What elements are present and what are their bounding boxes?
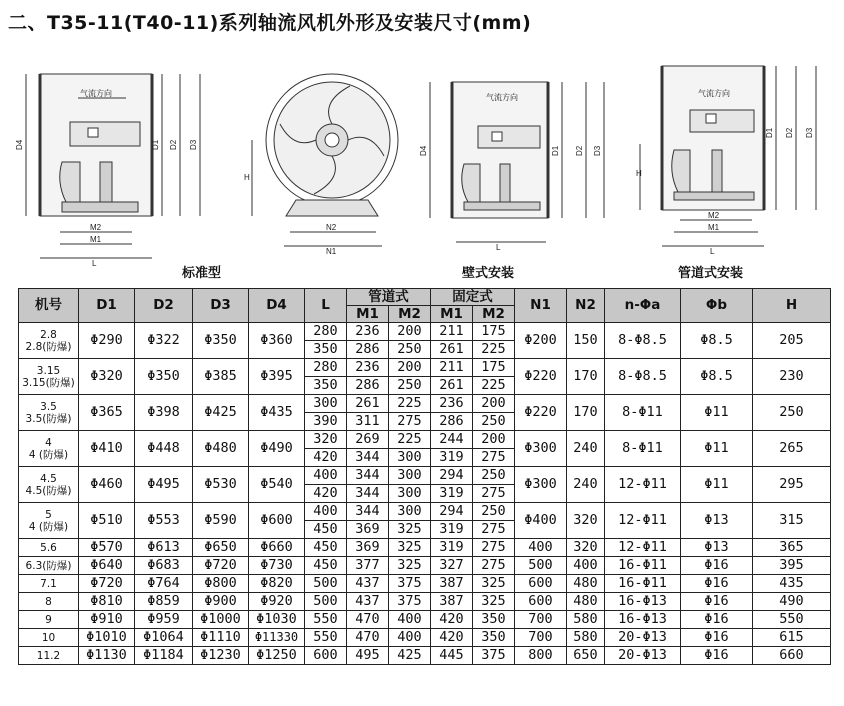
- cell-D3: Φ480: [193, 431, 249, 467]
- cell-pipe-M2: 400: [389, 611, 431, 629]
- cell-fixed-M1: 211: [431, 323, 473, 341]
- cell-L: 280: [305, 359, 347, 377]
- cell-pipe-M1: 437: [347, 593, 389, 611]
- cell-fixed-M1: 211: [431, 359, 473, 377]
- dim-L-duct: L: [710, 247, 715, 256]
- cell-D4: Φ920: [249, 593, 305, 611]
- cell-pipe-M1: 236: [347, 359, 389, 377]
- cell-fixed-M2: 275: [473, 539, 515, 557]
- header-fixed-M1: M1: [431, 306, 473, 323]
- cell-N2: 170: [567, 395, 605, 431]
- cell-D4: Φ1030: [249, 611, 305, 629]
- header-D3: D3: [193, 289, 249, 323]
- cell-na: 8-Φ11: [605, 395, 681, 431]
- cell-D3: Φ1110: [193, 629, 249, 647]
- cell-pipe-M2: 400: [389, 629, 431, 647]
- dim-D4: D4: [15, 139, 24, 150]
- table-row: [19, 395, 831, 413]
- cell-D2: Φ859: [135, 593, 193, 611]
- cell-L: 550: [305, 611, 347, 629]
- dim-D3-duct: D3: [805, 127, 814, 138]
- model-cell: 10: [19, 629, 79, 647]
- cell-pipe-M2: 275: [389, 413, 431, 431]
- dim-N1: N1: [326, 247, 337, 256]
- cell-pipe-M1: 286: [347, 341, 389, 359]
- dim-D3-wall: D3: [593, 145, 602, 156]
- cell-N1: 600: [515, 575, 567, 593]
- cell-N2: 650: [567, 647, 605, 665]
- cell-pipe-M2: 375: [389, 593, 431, 611]
- cell-L: 450: [305, 557, 347, 575]
- cell-pipe-M1: 377: [347, 557, 389, 575]
- header-D4: D4: [249, 289, 305, 323]
- cell-N2: 240: [567, 431, 605, 467]
- cell-D3: Φ1000: [193, 611, 249, 629]
- duct-mount-drawing: [636, 66, 816, 256]
- header-L: L: [305, 289, 347, 323]
- cell-na: 8-Φ11: [605, 431, 681, 467]
- cell-fixed-M2: 250: [473, 503, 515, 521]
- cell-na: 12-Φ11: [605, 467, 681, 503]
- cell-L: 400: [305, 503, 347, 521]
- cell-D3: Φ350: [193, 323, 249, 359]
- cell-pipe-M1: 311: [347, 413, 389, 431]
- cell-D4: Φ360: [249, 323, 305, 359]
- dim-D3: D3: [189, 139, 198, 150]
- cell-pipe-M2: 375: [389, 575, 431, 593]
- cell-L: 280: [305, 323, 347, 341]
- cell-pipe-M1: 495: [347, 647, 389, 665]
- model-cell: 11.2: [19, 647, 79, 665]
- cell-H: 250: [753, 395, 831, 431]
- dimension-table: [18, 288, 831, 665]
- cell-b: Φ13: [681, 539, 753, 557]
- cell-pipe-M2: 325: [389, 521, 431, 539]
- caption-standard: 标准型: [182, 266, 222, 281]
- cell-fixed-M1: 387: [431, 593, 473, 611]
- dim-D2-duct: D2: [785, 127, 794, 138]
- cell-fixed-M1: 319: [431, 539, 473, 557]
- cell-na: 16-Φ13: [605, 611, 681, 629]
- cell-b: Φ11: [681, 395, 753, 431]
- cell-pipe-M1: 344: [347, 485, 389, 503]
- cell-na: 20-Φ13: [605, 647, 681, 665]
- cell-fixed-M1: 319: [431, 449, 473, 467]
- cell-N1: Φ220: [515, 395, 567, 431]
- dim-M1-duct: M1: [708, 223, 720, 232]
- model-cell: 5 4 (防爆): [19, 503, 79, 539]
- cell-H: 205: [753, 323, 831, 359]
- front-view-drawing: [244, 74, 398, 256]
- dim-D2: D2: [169, 139, 178, 150]
- cell-b: Φ16: [681, 575, 753, 593]
- cell-b: Φ16: [681, 611, 753, 629]
- cell-D4: Φ730: [249, 557, 305, 575]
- cell-fixed-M1: 236: [431, 395, 473, 413]
- cell-D1: Φ570: [79, 539, 135, 557]
- cell-D4: Φ600: [249, 503, 305, 539]
- cell-pipe-M2: 425: [389, 647, 431, 665]
- header-D1: D1: [79, 289, 135, 323]
- cell-N1: 600: [515, 593, 567, 611]
- model-cell: 2.8 2.8(防爆): [19, 323, 79, 359]
- cell-N2: 480: [567, 575, 605, 593]
- table-row: [19, 629, 831, 647]
- cell-fixed-M1: 420: [431, 629, 473, 647]
- cell-N1: Φ300: [515, 431, 567, 467]
- table-body: [19, 323, 831, 665]
- cell-pipe-M2: 300: [389, 449, 431, 467]
- cell-N1: 500: [515, 557, 567, 575]
- dim-H-duct: H: [636, 169, 642, 178]
- cell-H: 315: [753, 503, 831, 539]
- cell-pipe-M1: 369: [347, 521, 389, 539]
- cell-L: 350: [305, 341, 347, 359]
- cell-fixed-M2: 325: [473, 575, 515, 593]
- cell-pipe-M2: 250: [389, 341, 431, 359]
- cell-L: 350: [305, 377, 347, 395]
- cell-L: 450: [305, 539, 347, 557]
- header-fixed: 固定式: [431, 289, 515, 306]
- dim-L: L: [92, 259, 97, 268]
- cell-pipe-M1: 344: [347, 449, 389, 467]
- cell-na: 16-Φ11: [605, 575, 681, 593]
- cell-D2: Φ1064: [135, 629, 193, 647]
- cell-D3: Φ1230: [193, 647, 249, 665]
- cell-pipe-M1: 344: [347, 503, 389, 521]
- cell-H: 265: [753, 431, 831, 467]
- cell-fixed-M2: 175: [473, 359, 515, 377]
- cell-fixed-M1: 244: [431, 431, 473, 449]
- header-N1: N1: [515, 289, 567, 323]
- table-row: [19, 611, 831, 629]
- dim-H: H: [244, 173, 250, 182]
- cell-fixed-M2: 275: [473, 449, 515, 467]
- airflow-label-2: 气流方向: [486, 93, 518, 102]
- cell-fixed-M2: 275: [473, 485, 515, 503]
- cell-fixed-M1: 420: [431, 611, 473, 629]
- airflow-label-1: 气流方向: [80, 89, 112, 98]
- cell-na: 12-Φ11: [605, 539, 681, 557]
- cell-fixed-M2: 350: [473, 629, 515, 647]
- cell-H: 615: [753, 629, 831, 647]
- cell-b: Φ16: [681, 593, 753, 611]
- cell-D4: Φ490: [249, 431, 305, 467]
- cell-fixed-M2: 275: [473, 521, 515, 539]
- cell-pipe-M2: 200: [389, 359, 431, 377]
- dim-D1: D1: [151, 139, 160, 150]
- cell-D4: Φ11330: [249, 629, 305, 647]
- cell-na: 12-Φ11: [605, 503, 681, 539]
- table-row: [19, 467, 831, 485]
- cell-N2: 170: [567, 359, 605, 395]
- cell-H: 490: [753, 593, 831, 611]
- header-pipe-M2: M2: [389, 306, 431, 323]
- cell-pipe-M2: 225: [389, 431, 431, 449]
- cell-N2: 400: [567, 557, 605, 575]
- dim-M1: M1: [90, 235, 102, 244]
- dim-M2: M2: [90, 223, 102, 232]
- cell-fixed-M2: 250: [473, 467, 515, 485]
- cell-H: 365: [753, 539, 831, 557]
- cell-D3: Φ900: [193, 593, 249, 611]
- model-cell: 3.5 3.5(防爆): [19, 395, 79, 431]
- cell-N2: 240: [567, 467, 605, 503]
- dim-D1-duct: D1: [765, 127, 774, 138]
- cell-pipe-M1: 470: [347, 611, 389, 629]
- cell-N1: 700: [515, 611, 567, 629]
- cell-b: Φ16: [681, 557, 753, 575]
- cell-D2: Φ613: [135, 539, 193, 557]
- header-H: H: [753, 289, 831, 323]
- cell-D1: Φ910: [79, 611, 135, 629]
- header-pipe: 管道式: [347, 289, 431, 306]
- cell-b: Φ11: [681, 467, 753, 503]
- cell-pipe-M2: 325: [389, 557, 431, 575]
- cell-b: Φ8.5: [681, 359, 753, 395]
- cell-na: 8-Φ8.5: [605, 323, 681, 359]
- cell-L: 420: [305, 485, 347, 503]
- cell-N1: Φ400: [515, 503, 567, 539]
- cell-N2: 580: [567, 611, 605, 629]
- cell-pipe-M1: 261: [347, 395, 389, 413]
- table-row: [19, 359, 831, 377]
- cell-L: 420: [305, 449, 347, 467]
- cell-D2: Φ398: [135, 395, 193, 431]
- header-fixed-M2: M2: [473, 306, 515, 323]
- cell-pipe-M1: 344: [347, 467, 389, 485]
- cell-D4: Φ820: [249, 575, 305, 593]
- cell-H: 435: [753, 575, 831, 593]
- cell-fixed-M2: 250: [473, 413, 515, 431]
- cell-na: 16-Φ11: [605, 557, 681, 575]
- table-row: [19, 323, 831, 341]
- cell-N2: 320: [567, 503, 605, 539]
- cell-L: 320: [305, 431, 347, 449]
- cell-D1: Φ290: [79, 323, 135, 359]
- cell-D2: Φ322: [135, 323, 193, 359]
- cell-D3: Φ800: [193, 575, 249, 593]
- cell-D3: Φ425: [193, 395, 249, 431]
- header-b: Φb: [681, 289, 753, 323]
- model-cell: 3.15 3.15(防爆): [19, 359, 79, 395]
- cell-fixed-M2: 325: [473, 593, 515, 611]
- model-cell: 4.5 4.5(防爆): [19, 467, 79, 503]
- cell-na: 16-Φ13: [605, 593, 681, 611]
- cell-pipe-M2: 325: [389, 539, 431, 557]
- cell-H: 395: [753, 557, 831, 575]
- cell-L: 450: [305, 521, 347, 539]
- cell-D4: Φ1250: [249, 647, 305, 665]
- cell-H: 550: [753, 611, 831, 629]
- cell-D3: Φ530: [193, 467, 249, 503]
- table-row: [19, 431, 831, 449]
- cell-fixed-M1: 261: [431, 377, 473, 395]
- cell-fixed-M1: 387: [431, 575, 473, 593]
- cell-b: Φ16: [681, 647, 753, 665]
- table-row: [19, 575, 831, 593]
- header-na: n-Φa: [605, 289, 681, 323]
- dim-N2: N2: [326, 223, 337, 232]
- table-row: [19, 539, 831, 557]
- cell-D4: Φ540: [249, 467, 305, 503]
- wall-mount-drawing: [419, 82, 604, 252]
- cell-D1: Φ640: [79, 557, 135, 575]
- model-cell: 8: [19, 593, 79, 611]
- model-cell: 7.1: [19, 575, 79, 593]
- cell-fixed-M2: 350: [473, 611, 515, 629]
- standard-type-drawing: [15, 74, 200, 268]
- dim-D2-wall: D2: [575, 145, 584, 156]
- cell-fixed-M1: 261: [431, 341, 473, 359]
- cell-fixed-M2: 275: [473, 557, 515, 575]
- cell-D2: Φ553: [135, 503, 193, 539]
- cell-pipe-M2: 250: [389, 377, 431, 395]
- cell-L: 500: [305, 575, 347, 593]
- cell-pipe-M1: 437: [347, 575, 389, 593]
- header-pipe-M1: M1: [347, 306, 389, 323]
- cell-N2: 580: [567, 629, 605, 647]
- cell-D3: Φ650: [193, 539, 249, 557]
- cell-N1: Φ220: [515, 359, 567, 395]
- cell-D2: Φ448: [135, 431, 193, 467]
- cell-H: 660: [753, 647, 831, 665]
- cell-N1: 800: [515, 647, 567, 665]
- cell-D2: Φ764: [135, 575, 193, 593]
- cell-H: 230: [753, 359, 831, 395]
- header-N2: N2: [567, 289, 605, 323]
- table-row: [19, 593, 831, 611]
- cell-fixed-M2: 225: [473, 341, 515, 359]
- cell-fixed-M2: 375: [473, 647, 515, 665]
- cell-pipe-M1: 236: [347, 323, 389, 341]
- cell-N2: 320: [567, 539, 605, 557]
- cell-D2: Φ683: [135, 557, 193, 575]
- cell-pipe-M1: 470: [347, 629, 389, 647]
- table-row: [19, 647, 831, 665]
- cell-D3: Φ385: [193, 359, 249, 395]
- cell-N1: Φ200: [515, 323, 567, 359]
- cell-H: 295: [753, 467, 831, 503]
- cell-L: 550: [305, 629, 347, 647]
- installation-drawings: [0, 52, 844, 284]
- dim-D4-wall: D4: [419, 145, 428, 156]
- cell-fixed-M1: 319: [431, 485, 473, 503]
- cell-na: 20-Φ13: [605, 629, 681, 647]
- cell-D1: Φ810: [79, 593, 135, 611]
- cell-L: 600: [305, 647, 347, 665]
- cell-D2: Φ495: [135, 467, 193, 503]
- cell-N1: 400: [515, 539, 567, 557]
- cell-fixed-M1: 327: [431, 557, 473, 575]
- cell-fixed-M2: 200: [473, 431, 515, 449]
- dim-M2-duct: M2: [708, 211, 720, 220]
- model-cell: 5.6: [19, 539, 79, 557]
- cell-fixed-M2: 225: [473, 377, 515, 395]
- cell-D1: Φ510: [79, 503, 135, 539]
- cell-fixed-M1: 286: [431, 413, 473, 431]
- cell-fixed-M2: 200: [473, 395, 515, 413]
- cell-D4: Φ395: [249, 359, 305, 395]
- table-row: [19, 557, 831, 575]
- cell-D3: Φ720: [193, 557, 249, 575]
- cell-D2: Φ1184: [135, 647, 193, 665]
- cell-pipe-M2: 300: [389, 503, 431, 521]
- model-cell: 4 4 (防爆): [19, 431, 79, 467]
- dim-L-wall: L: [496, 243, 501, 252]
- cell-pipe-M1: 269: [347, 431, 389, 449]
- cell-na: 8-Φ8.5: [605, 359, 681, 395]
- cell-D4: Φ660: [249, 539, 305, 557]
- caption-duct: 管道式安装: [678, 266, 744, 281]
- caption-wall: 壁式安装: [462, 266, 515, 281]
- cell-N1: Φ300: [515, 467, 567, 503]
- header-D2: D2: [135, 289, 193, 323]
- cell-fixed-M2: 175: [473, 323, 515, 341]
- cell-D1: Φ720: [79, 575, 135, 593]
- cell-D3: Φ590: [193, 503, 249, 539]
- cell-fixed-M1: 294: [431, 467, 473, 485]
- cell-fixed-M1: 294: [431, 503, 473, 521]
- cell-D2: Φ350: [135, 359, 193, 395]
- airflow-label-3: 气流方向: [698, 89, 730, 98]
- cell-pipe-M2: 300: [389, 467, 431, 485]
- cell-pipe-M2: 300: [389, 485, 431, 503]
- cell-L: 390: [305, 413, 347, 431]
- cell-pipe-M2: 200: [389, 323, 431, 341]
- cell-L: 300: [305, 395, 347, 413]
- cell-D1: Φ1130: [79, 647, 135, 665]
- cell-D1: Φ1010: [79, 629, 135, 647]
- cell-L: 400: [305, 467, 347, 485]
- header-model: 机号: [19, 289, 79, 323]
- cell-D1: Φ410: [79, 431, 135, 467]
- cell-D1: Φ320: [79, 359, 135, 395]
- cell-b: Φ8.5: [681, 323, 753, 359]
- cell-L: 500: [305, 593, 347, 611]
- cell-N1: 700: [515, 629, 567, 647]
- cell-b: Φ16: [681, 629, 753, 647]
- cell-D1: Φ365: [79, 395, 135, 431]
- cell-D1: Φ460: [79, 467, 135, 503]
- cell-fixed-M1: 445: [431, 647, 473, 665]
- cell-D4: Φ435: [249, 395, 305, 431]
- cell-N2: 150: [567, 323, 605, 359]
- cell-b: Φ13: [681, 503, 753, 539]
- cell-pipe-M1: 286: [347, 377, 389, 395]
- cell-fixed-M1: 319: [431, 521, 473, 539]
- table-row: [19, 503, 831, 521]
- cell-N2: 480: [567, 593, 605, 611]
- cell-pipe-M2: 225: [389, 395, 431, 413]
- dim-D1-wall: D1: [551, 145, 560, 156]
- cell-pipe-M1: 369: [347, 539, 389, 557]
- page-title: 二、T35-11(T40-11)系列轴流风机外形及安装尺寸(mm): [8, 12, 532, 34]
- model-cell: 9: [19, 611, 79, 629]
- cell-b: Φ11: [681, 431, 753, 467]
- cell-D2: Φ959: [135, 611, 193, 629]
- model-cell: 6.3(防爆): [19, 557, 79, 575]
